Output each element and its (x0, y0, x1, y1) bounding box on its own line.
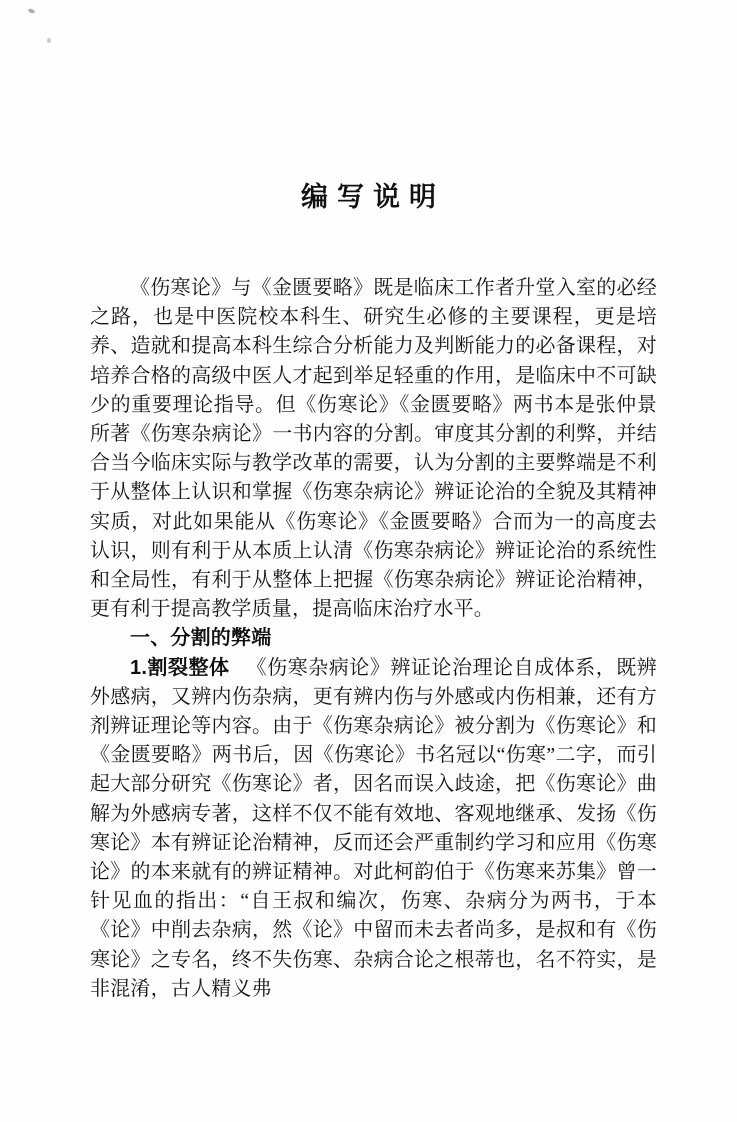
body-text (90, 274, 657, 1004)
page-title: 编写说明 (301, 182, 445, 212)
intro-paragraph: 《伤寒论》与《金匮要略》既是临床工作者升堂入室的必经之路，也是中医院校本科生、研究生必修的主要课程，更是培养、造就和提高本科生综合分析能力及判断能力的必备课程，对培养合格的高级中医人才起到举足轻重的作用，是临床中不可缺少的重要理论指导。但《伤寒论》《金匮要略》两书本是张仲景所著《伤寒杂病论》一书内容的分割。审度其分割的利弊，并结合当今临床实际与教学改革的需要，认为分割的主要弊端是不利于从整体上认识和掌握《伤寒杂病论》辨证论治的全貌及其精神实质，对此如果能从《伤寒论》《金匮要略》合而为一的高度去认识，则有利于从本质上认清《伤寒杂病论》辨证论治的系统性和全局性，有利于从整体上把握《伤寒杂病论》辨证论治精神，更有利于提高教学质量，提高临床治疗水平。 (90, 277, 657, 621)
item-number-label: 1.割裂整体 (130, 656, 230, 679)
item-text: 《伤寒杂病论》辨证论治理论自成体系，既辨外感病，又辨内伤杂病，更有辨内伤与外感或内伤相兼，还有方剂辨证理论等内容。由于《伤寒杂病论》被分割为《伤寒论》和《金匮要略》两书后，因《伤寒论》书名冠以“伤寒”二字，而引起大部分研究《伤寒论》者，因名而误入歧途，把《伤寒论》曲解为外感病专著，这样不仅不能有效地、客观地继承、发扬《伤寒论》本有辨证论治精神，反而还会严重制约学习和应用《伤寒论》的本来就有的辨证精神。对此柯韵伯于《伤寒来苏集》曾一针见血的指出：“自王叔和编次，伤寒、杂病分为两书，于本《论》中削去杂病，然《论》中留而未去者尚多，是叔和有《伤寒论》之专名，终不失伤寒、杂病合论之根蒂也，名不符实，是非混淆，古人精义弗 (90, 656, 657, 1000)
item-paragraph (90, 654, 657, 1004)
section-heading: 一、分割的弊端 (130, 627, 272, 650)
scan-speckle (47, 38, 51, 43)
scan-speckle (28, 8, 36, 14)
